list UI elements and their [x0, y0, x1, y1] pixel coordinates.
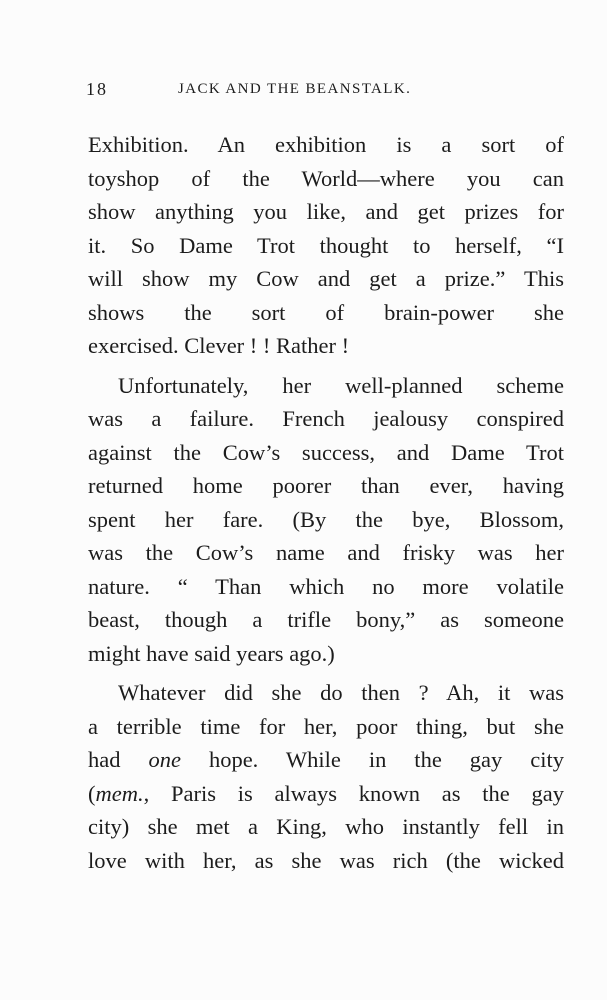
text-line — [88, 503, 564, 537]
text-line — [88, 710, 564, 744]
paragraph — [88, 369, 564, 671]
text-segment: love with her, as she was rich (the wicked — [88, 847, 564, 873]
text-segment: a terrible time for her, poor thing, but she — [88, 713, 564, 739]
text-segment: exercised. Clever ! ! Rather ! — [88, 333, 350, 358]
text-line — [88, 637, 564, 671]
text-line — [88, 469, 564, 503]
text-segment: was the Cow’s name and frisky was her — [88, 540, 564, 565]
text-line — [88, 810, 564, 844]
text-line — [88, 369, 564, 403]
text-segment: Unfortunately, her well-planned scheme — [118, 372, 564, 398]
text-segment: was a failure. French jealousy conspired — [88, 406, 564, 431]
text-segment: had — [88, 747, 149, 772]
text-segment: Exhibition. An exhibition is a sort of — [88, 132, 564, 157]
running-head — [86, 74, 476, 104]
page-number: 18 — [86, 79, 108, 99]
text-line — [88, 777, 564, 811]
text-line — [88, 743, 564, 777]
text-line — [88, 536, 564, 570]
text-line — [88, 229, 564, 263]
text-line — [88, 162, 564, 196]
text-line — [88, 296, 564, 330]
text-segment: city) she met a King, who instantly fell in — [88, 814, 564, 839]
text-line — [88, 402, 564, 436]
text-line — [88, 195, 564, 229]
text-segment: ( — [88, 780, 96, 806]
text-line — [88, 262, 564, 296]
text-segment: Whatever did she do then ? Ah, it was — [118, 680, 564, 705]
text-line — [88, 844, 564, 878]
text-segment: shows the sort of brain-power she — [88, 299, 564, 325]
text-segment: against the Cow’s success, and Dame Trot — [88, 439, 564, 465]
text-segment: will show my Cow and get a prize.” This — [88, 266, 564, 291]
text-segment: toyshop of the World—where you can — [88, 165, 564, 191]
text-segment: returned home poorer than ever, having — [88, 473, 564, 498]
running-title: JACK AND THE BEANSTALK. — [178, 81, 412, 97]
text-segment: show anything you like, and get prizes for — [88, 199, 564, 224]
paragraph — [88, 676, 564, 877]
italic-word: mem. — [95, 780, 144, 806]
text-line — [88, 436, 564, 470]
body-text — [88, 128, 564, 877]
text-line — [88, 570, 564, 604]
text-segment: it. So Dame Trot thought to herself, “I — [88, 232, 564, 258]
text-segment: hope. While in the gay city — [180, 747, 564, 772]
paragraph — [88, 128, 564, 363]
text-line — [88, 329, 564, 363]
text-segment: beast, though a trifle bony,” as someone — [88, 607, 564, 632]
text-segment: might have said years ago.) — [88, 640, 335, 666]
text-segment: spent her fare. (By the bye, Blossom, — [88, 506, 564, 532]
text-segment: , Paris is always known as the gay — [143, 780, 564, 806]
text-line — [88, 603, 564, 637]
text-line — [88, 128, 564, 162]
text-line — [88, 676, 564, 710]
text-segment: nature. “ Than which no more volatile — [88, 573, 564, 599]
italic-word: one — [148, 747, 181, 772]
